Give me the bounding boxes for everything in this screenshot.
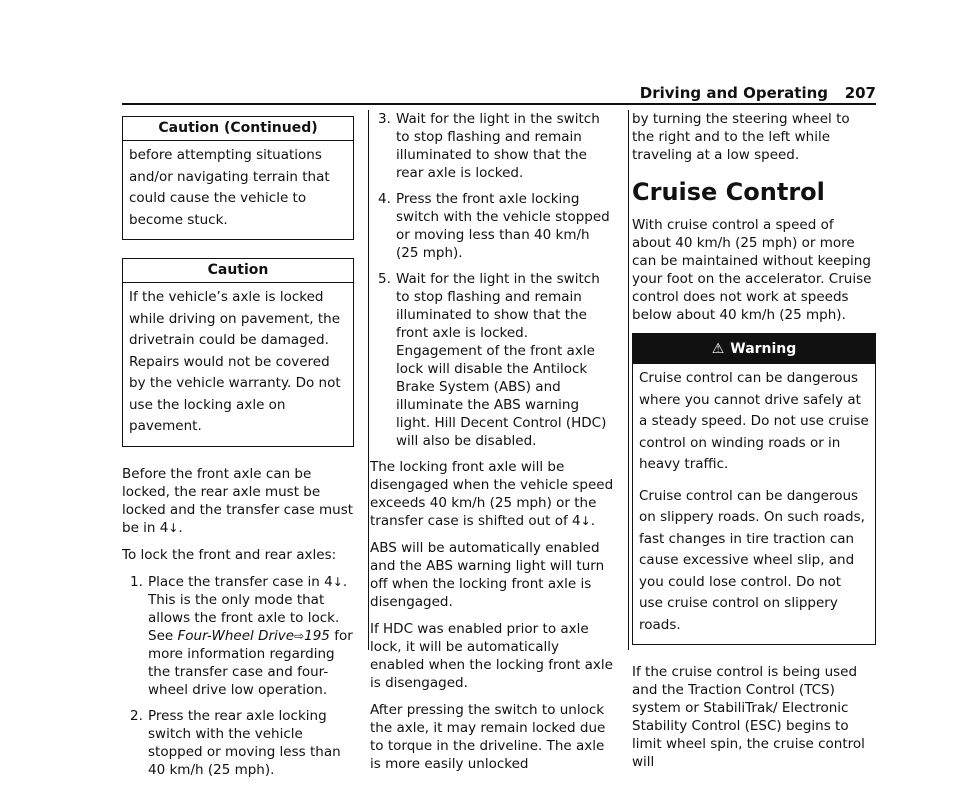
header-rule [122,103,876,105]
list-item [378,270,616,450]
paragraph-steering: by turning the steering wheel to the right and to the left while traveling at a low speed. [632,111,850,163]
caution-continued-text: before attempting situations and/or navigating terrain that could cause the vehicle to become stuck. [129,147,330,228]
step-text: Wait for the light in the switch to stop flashing and remain illuminated to show that the front axle is locked. Engagement of the front axle lock will disable the Antilock Brake System (ABS) and illuminate the ABS warning light. Hill Decent Control (HDC) will also be disabled. [396,271,607,449]
step-number: 2. [130,707,143,724]
period: . [178,519,183,536]
header-title: Driving and Operating [639,84,828,102]
step-number: 5. [378,271,391,287]
column-2 [370,110,616,782]
page-number: 207 [844,84,876,102]
paragraph-traction: If the cruise control is being used and the Traction Control (TCS) system or StabiliTrak/ Electronic Stability Control (ESC) begins to limit wheel spin, the cruise control will [632,664,865,770]
column-divider-2 [628,110,629,650]
page-reference-link[interactable]: 195 [304,627,330,644]
list-item [378,190,616,262]
paragraph-abs: ABS will be automatically enabled and the ABS warning light will turn off when the locking front axle is disengaged. [370,540,605,610]
paragraph-text: The locking front axle will be disengaged when the vehicle speed exceeds 40 km/h (25 mph) or the transfer case is shifted out of 4 [370,459,614,529]
page-reference-arrow-icon: ⇨ [294,628,305,643]
step-text: Press the rear axle locking switch with the vehicle stopped or moving less than 40 km/h (25 mph). [148,707,341,778]
step-text: . This is the only mode that allows the front axle to lock. See [148,573,348,644]
list-item [130,573,354,699]
paragraph-disengage [370,458,616,530]
step-text: Wait for the light in the switch to stop flashing and remain illuminated to show that the rear axle is locked. [396,111,600,181]
warning-text-1: Cruise control can be dangerous where you cannot drive safely at a steady speed. Do not use cruise control on winding roads or in heavy traffic. [639,370,869,472]
warning-title: Warning [730,341,797,357]
step-list-1 [130,573,354,779]
caution-continued-box [122,116,354,240]
step-text: Press the front axle locking switch with the vehicle stopped or moving less than 40 km/h (25 mph). [396,191,610,261]
period: . [590,513,595,529]
column-3 [632,110,876,780]
four-low-down-icon: ↓ [332,574,343,589]
paragraph-hdc: If HDC was enabled prior to axle lock, it will be automatically enabled when the locking front axle is disengaged. [370,621,613,691]
step-list-2 [378,110,616,450]
warning-icon: ⚠ [711,341,725,357]
four-low-down-icon: ↓ [168,520,179,535]
paragraph-cruise-intro: With cruise control a speed of about 40 km/h (25 mph) or more can be maintained without keeping your foot on the accelerator. Cruise control does not work at speeds below about 40 km/h (25 mph). [632,217,872,323]
list-item [130,707,354,779]
paragraph-unlock: After pressing the switch to unlock the axle, it may remain locked due to torque in the driveline. The axle is more easily unlocked [370,702,606,772]
caution-box [122,258,354,447]
warning-box [632,333,876,645]
step-number: 3. [378,111,391,127]
step-number: 1. [130,573,143,590]
four-low-down-icon: ↓ [580,514,591,528]
paragraph-front-axle [122,465,354,537]
list-item [378,110,616,182]
step-text: Place the transfer case in 4 [148,573,333,590]
column-1 [122,116,354,787]
step-number: 4. [378,191,391,207]
warning-text-2: Cruise control can be dangerous on slippery roads. On such roads, fast changes in tire traction can cause excessive wheel slip, and you could lose control. Do not use cruise control on slippery roads. [639,487,865,633]
section-heading-cruise-control: Cruise Control [632,178,825,206]
paragraph-lock-intro: To lock the front and rear axles: [122,546,337,563]
page-header [122,84,876,102]
paragraph-front-axle-text: Before the front axle can be locked, the rear axle must be locked and the transfer case must be in 4 [122,465,354,536]
caution-continued-title: Caution (Continued) [123,117,353,141]
four-wheel-drive-link[interactable]: Four-Wheel Drive [177,627,295,644]
column-divider-1 [368,110,369,650]
step-text: for more information regarding the transfer case and four-wheel drive low operation. [148,627,353,698]
warning-header [633,334,875,364]
caution-title: Caution [123,259,353,283]
caution-text: If the vehicle’s axle is locked while driving on pavement, the drivetrain could be damaged. Repairs would not be covered by the vehicle warranty. Do not use the locking axle on pavement. [129,289,341,434]
